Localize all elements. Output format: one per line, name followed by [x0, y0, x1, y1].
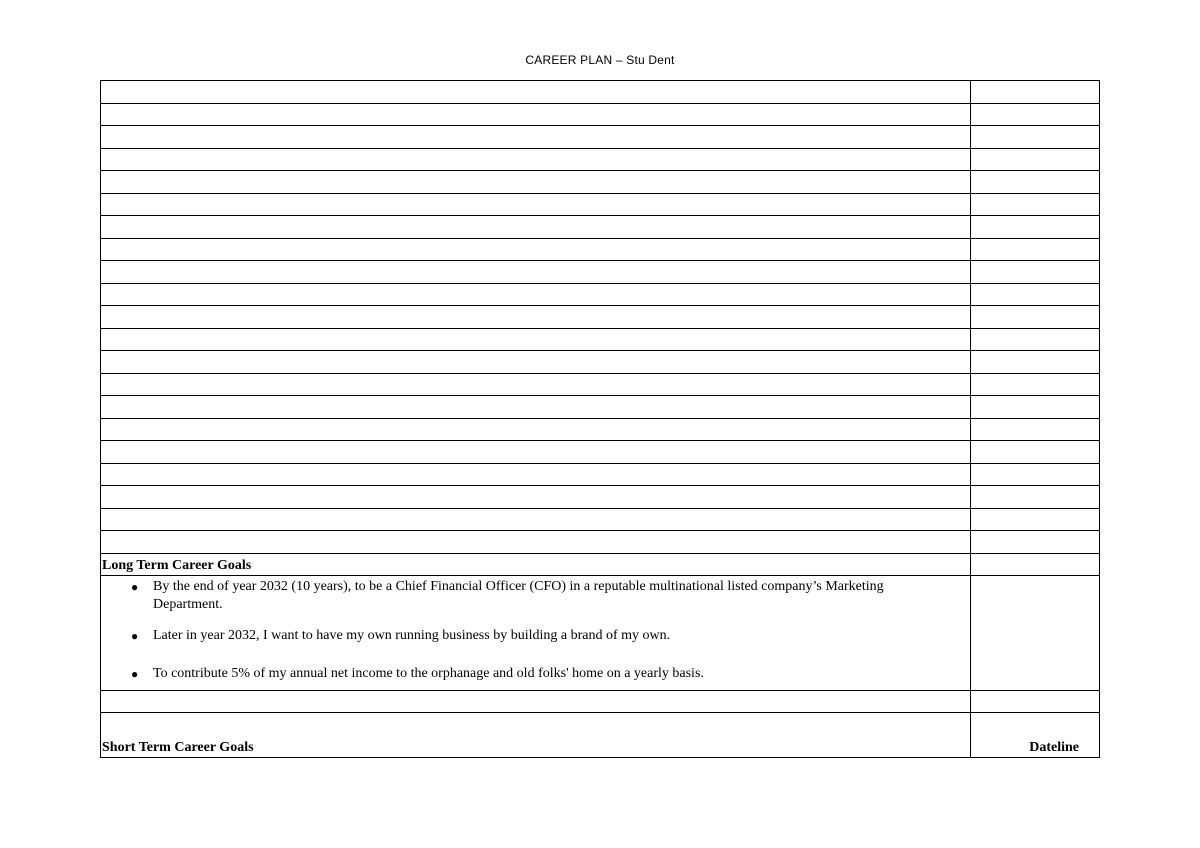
blank-side-cell — [970, 396, 1099, 419]
spacer-cell — [101, 690, 971, 712]
bullet-icon: ● — [131, 628, 139, 643]
spacer-side-cell — [970, 690, 1099, 712]
blank-row — [101, 418, 1100, 441]
long-term-goals-list — [101, 578, 970, 683]
short-term-heading-row — [101, 712, 1100, 757]
blank-cell — [101, 103, 971, 126]
blank-row — [101, 463, 1100, 486]
blank-row — [101, 81, 1100, 104]
blank-cell — [101, 463, 971, 486]
goal-item — [131, 627, 933, 645]
blank-row — [101, 373, 1100, 396]
blank-side-cell — [970, 351, 1099, 374]
bullet-icon: ● — [131, 579, 139, 594]
blank-side-cell — [970, 418, 1099, 441]
blank-cell — [101, 508, 971, 531]
blank-row — [101, 126, 1100, 149]
blank-row — [101, 238, 1100, 261]
blank-cell — [101, 238, 971, 261]
blank-side-cell — [970, 531, 1099, 554]
blank-row — [101, 193, 1100, 216]
goal-text: Later in year 2032, I want to have my own running business by building a brand of my own. — [153, 627, 671, 643]
blank-cell — [101, 396, 971, 419]
blank-cell — [101, 216, 971, 239]
spacer-row — [101, 690, 1100, 712]
blank-cell — [101, 126, 971, 149]
blank-row — [101, 351, 1100, 374]
blank-cell — [101, 171, 971, 194]
blank-row — [101, 216, 1100, 239]
blank-side-cell — [970, 216, 1099, 239]
long-term-goals-cell — [101, 575, 971, 690]
blank-side-cell — [970, 171, 1099, 194]
blank-side-cell — [970, 508, 1099, 531]
blank-row — [101, 396, 1100, 419]
blank-side-cell — [970, 328, 1099, 351]
career-plan-table — [100, 80, 1100, 758]
blank-side-cell — [970, 261, 1099, 284]
blank-side-cell — [970, 283, 1099, 306]
goal-text: To contribute 5% of my annual net income to the orphanage and old folks' home on a yearly basis. — [153, 665, 704, 681]
blank-row — [101, 171, 1100, 194]
blank-row — [101, 306, 1100, 329]
blank-row — [101, 441, 1100, 464]
goal-item — [131, 665, 933, 683]
blank-cell — [101, 486, 971, 509]
blank-side-cell — [970, 238, 1099, 261]
dateline-heading: Dateline — [970, 712, 1099, 757]
blank-cell — [101, 418, 971, 441]
long-term-goals-side-cell — [970, 575, 1099, 690]
blank-row — [101, 103, 1100, 126]
blank-cell — [101, 531, 971, 554]
blank-side-cell — [970, 463, 1099, 486]
blank-side-cell — [970, 126, 1099, 149]
bullet-icon: ● — [131, 666, 139, 681]
blank-side-cell — [970, 486, 1099, 509]
blank-side-cell — [970, 373, 1099, 396]
long-term-heading-side-cell — [970, 553, 1099, 575]
long-term-heading-row — [101, 553, 1100, 575]
blank-row — [101, 508, 1100, 531]
long-term-heading: Long Term Career Goals — [101, 553, 971, 575]
blank-side-cell — [970, 148, 1099, 171]
blank-row — [101, 148, 1100, 171]
blank-row — [101, 328, 1100, 351]
blank-cell — [101, 193, 971, 216]
blank-cell — [101, 328, 971, 351]
goal-text: By the end of year 2032 (10 years), to be a Chief Financial Officer (CFO) in a reputable multinational listed company’s Marketing Department. — [153, 578, 884, 612]
blank-row — [101, 283, 1100, 306]
blank-cell — [101, 261, 971, 284]
blank-side-cell — [970, 306, 1099, 329]
blank-row — [101, 486, 1100, 509]
long-term-goals-row — [101, 575, 1100, 690]
blank-cell — [101, 373, 971, 396]
blank-cell — [101, 148, 971, 171]
blank-cell — [101, 283, 971, 306]
page-title: CAREER PLAN – Stu Dent — [525, 53, 675, 67]
short-term-heading: Short Term Career Goals — [101, 712, 971, 757]
blank-row — [101, 531, 1100, 554]
blank-side-cell — [970, 441, 1099, 464]
blank-cell — [101, 81, 971, 104]
blank-row — [101, 261, 1100, 284]
blank-rows — [101, 81, 1100, 554]
blank-side-cell — [970, 103, 1099, 126]
blank-cell — [101, 306, 971, 329]
blank-cell — [101, 351, 971, 374]
blank-side-cell — [970, 193, 1099, 216]
blank-cell — [101, 441, 971, 464]
blank-side-cell — [970, 81, 1099, 104]
goal-item — [131, 578, 933, 614]
